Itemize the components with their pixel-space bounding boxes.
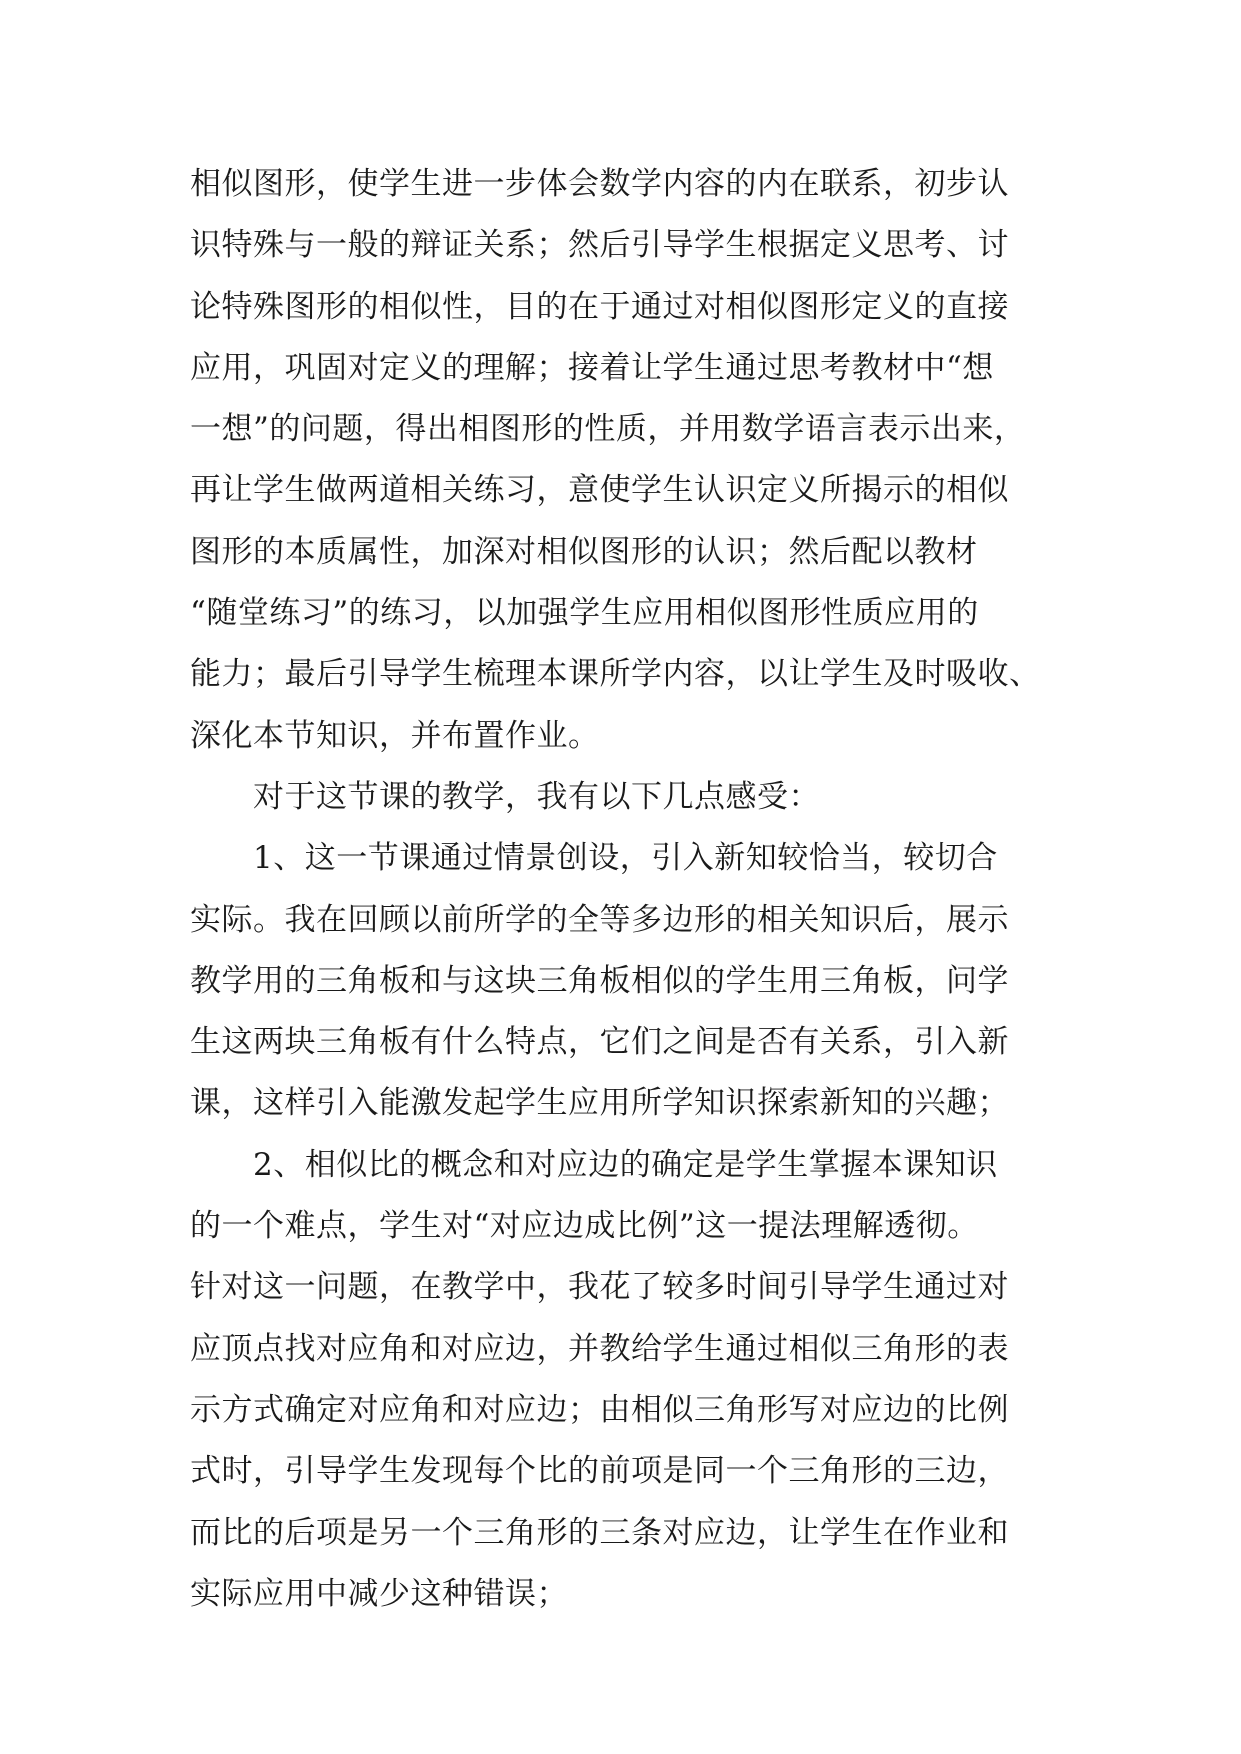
text-line: 深化本节知识，并布置作业。 (190, 717, 600, 754)
text-line: 识特殊与一般的辩证关系；然后引导学生根据定义思考、讨 (190, 227, 1009, 264)
text-line: 能力；最后引导学生梳理本课所学内容，以让学生及时吸收、 (190, 656, 1041, 693)
text-line: 课，这样引入能激发起学生应用所学知识探索新知的兴趣； (190, 1085, 1009, 1122)
text-line: 针对这一问题，在教学中，我花了较多时间引导学生通过对 (190, 1269, 1009, 1306)
text-line: 生这两块三角板有什么特点，它们之间是否有关系，引入新 (190, 1024, 1009, 1061)
text-line: 实际应用中减少这种错误； (190, 1575, 568, 1612)
text-line: 1、这一节课通过情景创设，引入新知较恰当，较切合 (190, 840, 998, 877)
text-line: 而比的后项是另一个三角形的三条对应边，让学生在作业和 (190, 1514, 1009, 1551)
text-line: 教学用的三角板和与这块三角板相似的学生用三角板，问学 (190, 962, 1009, 999)
text-line: 示方式确定对应角和对应边；由相似三角形写对应边的比例 (190, 1391, 1009, 1428)
text-line: 式时，引导学生发现每个比的前项是同一个三角形的三边， (190, 1453, 1009, 1490)
text-line: 应用，巩固对定义的理解；接着让学生通过思考教材中“想 (190, 349, 994, 386)
text-line: 一想”的问题，得出相图形的性质，并用数学语言表示出来， (190, 411, 1026, 448)
text-line: 实际。我在回顾以前所学的全等多边形的相关知识后，展示 (190, 901, 1009, 938)
text-line: 对于这节课的教学，我有以下几点感受： (190, 778, 820, 815)
body-text (190, 154, 1070, 1625)
text-line: “随堂练习”的练习，以加强学生应用相似图形性质应用的 (190, 595, 979, 632)
text-line: 相似图形，使学生进一步体会数学内容的内在联系，初步认 (190, 166, 1009, 202)
text-line: 论特殊图形的相似性，目的在于通过对相似图形定义的直接 (190, 288, 1009, 325)
text-line: 2、相似比的概念和对应边的确定是学生掌握本课知识 (190, 1146, 998, 1183)
text-line: 应顶点找对应角和对应边，并教给学生通过相似三角形的表 (190, 1330, 1009, 1367)
text-line: 再让学生做两道相关练习，意使学生认识定义所揭示的相似 (190, 472, 1009, 509)
text-line: 的一个难点，学生对“对应边成比例”这一提法理解透彻。 (190, 1208, 979, 1245)
text-line: 图形的本质属性，加深对相似图形的认识；然后配以教材 (190, 533, 978, 570)
